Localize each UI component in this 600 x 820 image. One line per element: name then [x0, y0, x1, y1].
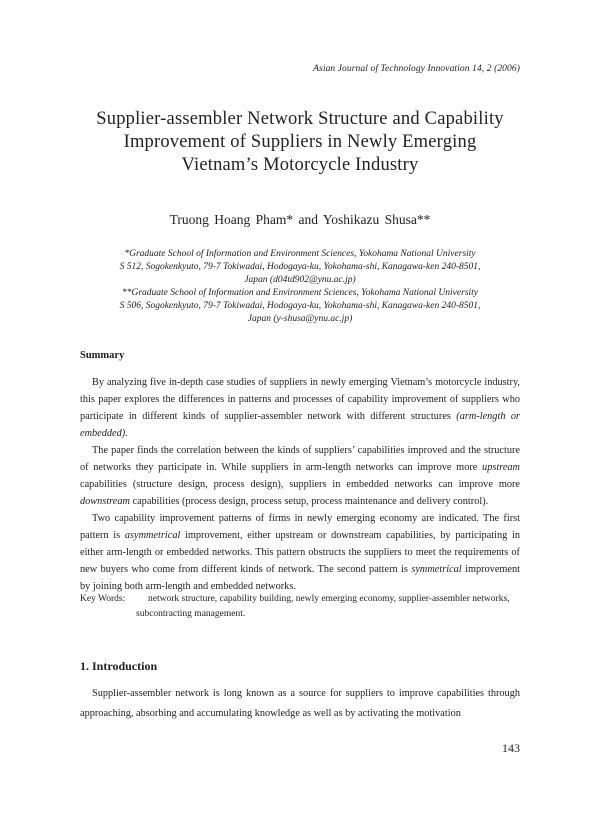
summary-paragraph — [80, 442, 520, 510]
summary-paragraph — [80, 374, 520, 442]
text-run: Two capability improvement patterns of firms in newly emerging economy are indicated. The first pattern is — [80, 513, 520, 541]
summary-paragraph — [80, 510, 520, 595]
text-run: The paper finds the correlation between the kinds of suppliers’ capabilities improved and the structure of networks they participate in. While suppliers in arm-length networks can improve more — [80, 445, 520, 473]
summary-heading: Summary — [80, 350, 125, 361]
affiliation-line: S 512, Sogokenkyuto, 79-7 Tokiwadai, Hodogaya-ku, Yokohama-shi, Kanagawa-ken 240-8501, — [119, 262, 481, 272]
text-run: capabilities (structure design, process design), suppliers in embedded networks can improve more — [80, 479, 520, 490]
keywords-line: network structure, capability building, newly emerging economy, supplier-assembler networks, — [148, 594, 510, 604]
keywords — [80, 592, 525, 622]
text-run: . — [125, 428, 128, 439]
affiliation-line: S 506, Sogokenkyuto, 79-7 Tokiwadai, Hodogaya-ku, Yokohama-shi, Kanagawa-ken 240-8501, — [119, 301, 481, 311]
section-heading: 1. Introduction — [80, 659, 158, 673]
intro-paragraph: Supplier-assembler network is long known as a source for suppliers to improve capabilities through approaching, absorbing and accumulating knowledge as well as by activating the motivation — [80, 688, 520, 719]
authors: Truong Hoang Pham* and Yoshikazu Shusa** — [169, 212, 431, 227]
title-line: Vietnam’s Motorcycle Industry — [181, 155, 419, 175]
emphasis: upstream — [482, 462, 520, 473]
text-run: improvement by joining both arm-length and embedded networks. — [80, 564, 520, 592]
affiliation-line: Japan (y-shusa@ynu.ac.jp) — [247, 314, 353, 324]
emphasis: (arm-length or embedded) — [80, 411, 520, 439]
affiliation-line: **Graduate School of Information and Environment Sciences, Yokohama National University — [121, 288, 479, 298]
affiliation-line: Japan (d04td902@ynu.ac.jp) — [244, 275, 356, 285]
text-run: improvement, either upstream or downstream capabilities, by participating in either arm-length or embedded networks. This pattern obstructs the suppliers to meet the requirements of new buyers who come from different kinds of network. The second pattern is — [80, 530, 520, 575]
page-number: 143 — [502, 741, 520, 755]
keywords-line: subcontracting management. — [136, 609, 246, 619]
paper-title — [60, 108, 540, 177]
summary-body — [80, 374, 520, 595]
keywords-label: Key Words: — [80, 594, 126, 604]
affiliations — [100, 248, 500, 326]
emphasis: symmetrical — [411, 564, 462, 575]
emphasis: downstream — [80, 496, 130, 507]
introduction-body — [80, 684, 520, 724]
running-head: Asian Journal of Technology Innovation 14, 2 (2006) — [313, 64, 520, 74]
text-run: capabilities (process design, process setup, process maintenance and delivery control). — [129, 496, 489, 507]
title-line: Improvement of Suppliers in Newly Emerging — [123, 132, 477, 152]
title-line: Supplier-assembler Network Structure and Capability — [96, 109, 504, 129]
emphasis: asymmetrical — [124, 530, 181, 541]
affiliation-line: *Graduate School of Information and Environment Sciences, Yokohama National University — [124, 249, 476, 259]
text-run: By analyzing five in-depth case studies of suppliers in newly emerging Vietnam’s motorcycle industry, this paper explores the differences in patterns and processes of capability improvement of suppliers who participate in different kinds of supplier-assembler network with different structures — [80, 377, 520, 422]
